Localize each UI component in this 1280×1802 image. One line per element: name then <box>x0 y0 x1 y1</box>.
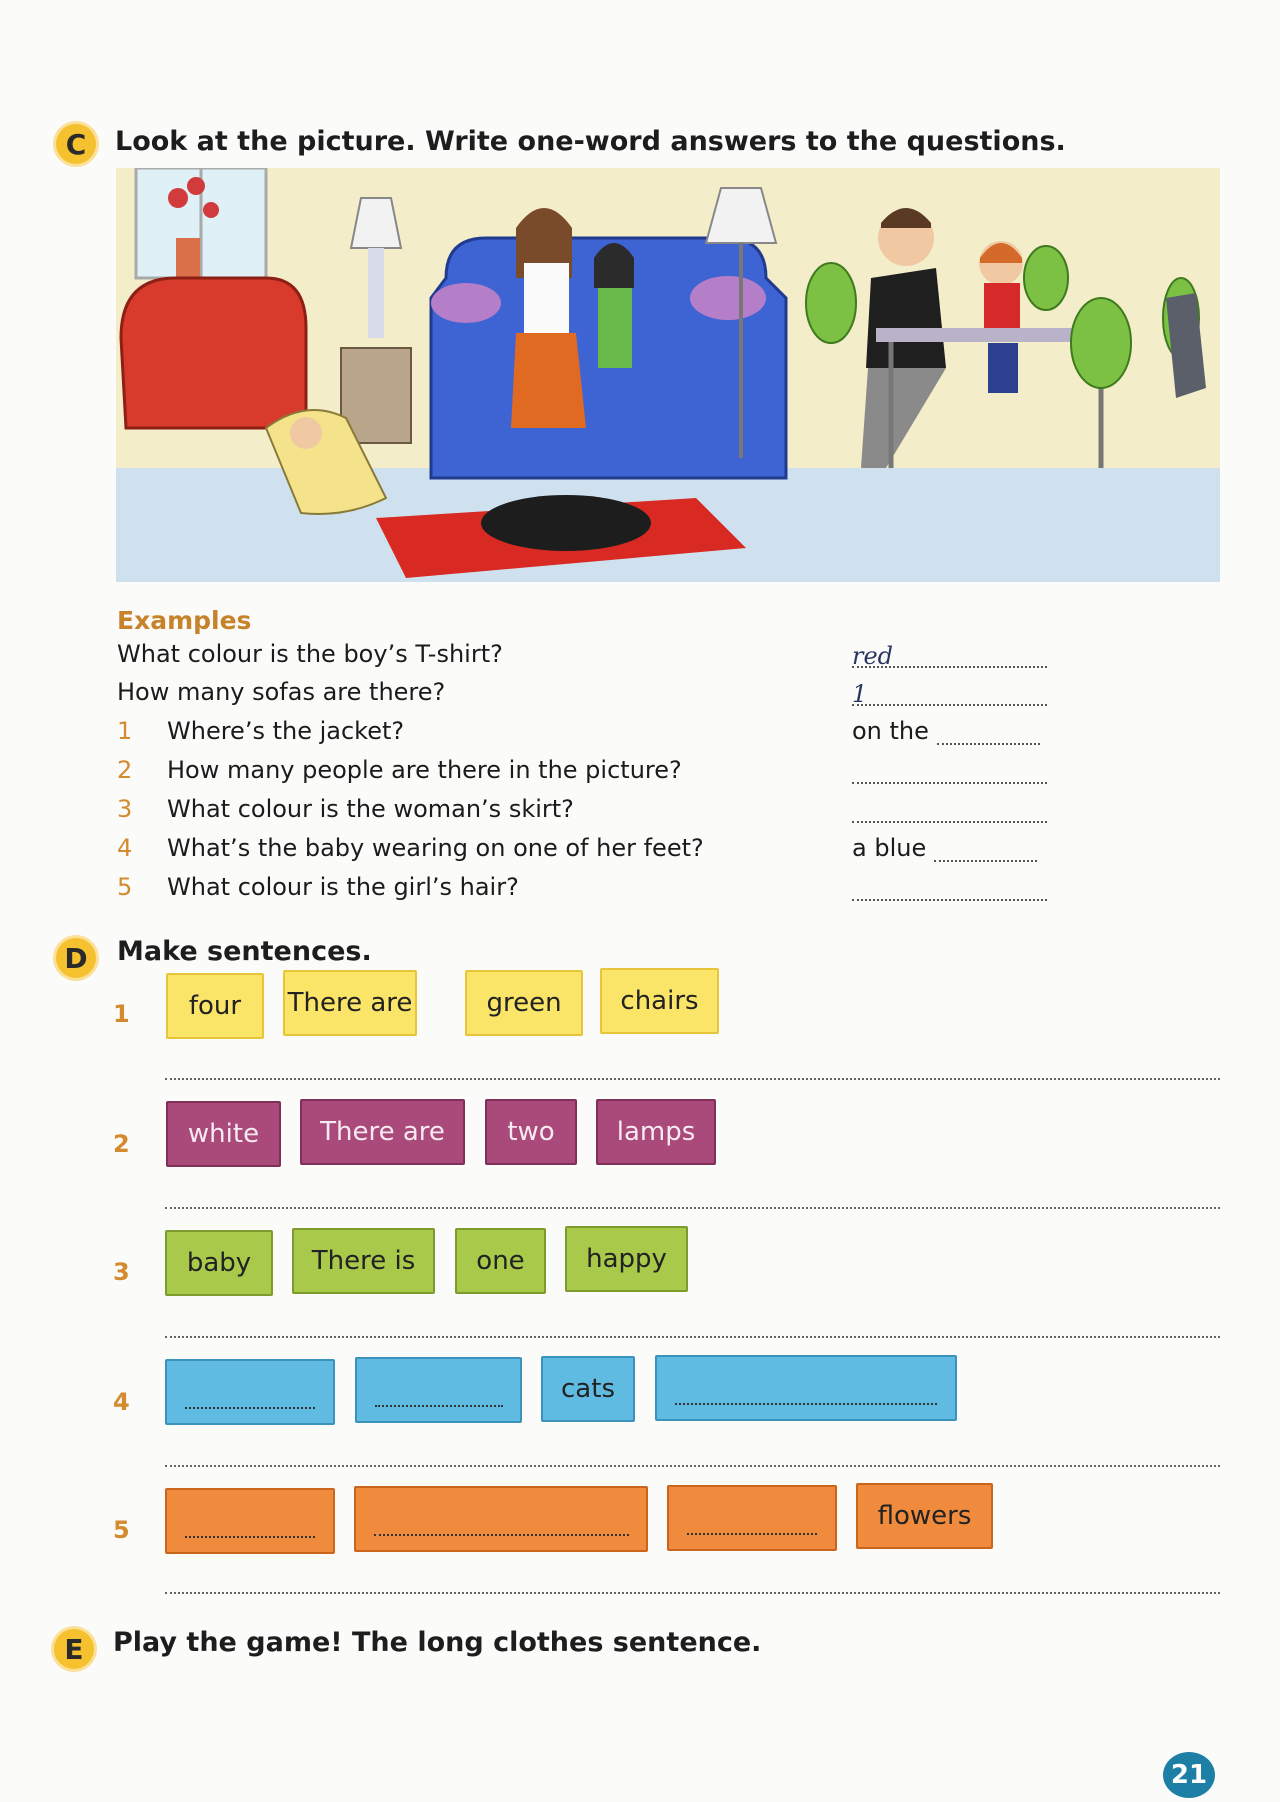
blank-line <box>675 1389 937 1405</box>
answer-line[interactable] <box>852 642 1047 668</box>
answer-line[interactable] <box>165 1078 1220 1080</box>
blank-line <box>374 1520 629 1536</box>
examples-heading: Examples <box>117 606 252 635</box>
word-card[interactable]: There are <box>283 970 417 1036</box>
word-card[interactable]: lamps <box>596 1099 716 1165</box>
word-card[interactable]: cats <box>541 1356 635 1422</box>
question-row <box>117 834 1047 870</box>
blank-line <box>185 1522 315 1538</box>
question-text: What colour is the woman’s skirt? <box>167 795 574 823</box>
answer-line[interactable] <box>852 680 1047 706</box>
blank-word-card[interactable] <box>655 1355 957 1421</box>
question-number: 4 <box>117 834 133 862</box>
answer-line[interactable] <box>852 797 1047 823</box>
baby <box>290 417 322 449</box>
answer-area <box>852 795 1047 823</box>
sentence-number: 3 <box>113 1258 130 1286</box>
answer-area <box>852 756 1047 784</box>
page-number: 21 <box>1163 1752 1215 1798</box>
answer-line[interactable] <box>937 719 1040 745</box>
question-text: What colour is the girl’s hair? <box>167 873 519 901</box>
word-card[interactable]: chairs <box>600 968 719 1034</box>
word-card[interactable]: one <box>455 1228 546 1294</box>
section-c-title: Look at the picture. Write one-word answers to the questions. <box>115 126 1066 157</box>
blank-line <box>185 1393 315 1409</box>
question-row <box>117 795 1047 831</box>
question-row <box>117 717 1047 753</box>
blank-word-card[interactable] <box>165 1359 335 1425</box>
sentence-number: 4 <box>113 1388 130 1416</box>
question-number: 5 <box>117 873 133 901</box>
answer-line[interactable] <box>852 758 1047 784</box>
word-card[interactable]: baby <box>165 1230 273 1296</box>
question-number: 1 <box>117 717 133 745</box>
blank-line <box>375 1391 503 1407</box>
answer-line[interactable] <box>852 875 1047 901</box>
answer-line[interactable] <box>165 1592 1220 1594</box>
section-d-badge: D <box>56 938 96 978</box>
answer-prefix: on the <box>852 717 929 745</box>
black-cat <box>481 495 651 551</box>
word-card[interactable]: four <box>166 973 264 1039</box>
answer-area <box>852 717 1047 745</box>
example-answer <box>852 640 1047 668</box>
question-number: 2 <box>117 756 133 784</box>
question-row <box>117 873 1047 909</box>
question-text: Where’s the jacket? <box>167 717 405 745</box>
answer-line[interactable] <box>165 1207 1220 1209</box>
word-card[interactable]: There are <box>300 1099 465 1165</box>
answer-area <box>852 834 1047 862</box>
example-question: What colour is the boy’s T-shirt? <box>117 640 503 668</box>
sentence-number: 1 <box>113 1000 130 1028</box>
example-answer <box>852 678 1047 706</box>
section-c-badge: C <box>56 124 96 164</box>
word-card[interactable]: happy <box>565 1226 688 1292</box>
handwritten-answer: red <box>852 642 894 670</box>
answer-line[interactable] <box>165 1336 1220 1338</box>
word-card[interactable]: green <box>465 970 583 1036</box>
answer-prefix: a blue <box>852 834 927 862</box>
example-row <box>117 678 1047 714</box>
section-e-title: Play the game! The long clothes sentence. <box>113 1627 762 1658</box>
word-card[interactable]: white <box>166 1101 281 1167</box>
sentence-number: 5 <box>113 1516 130 1544</box>
blank-word-card[interactable] <box>355 1357 522 1423</box>
section-d-title: Make sentences. <box>117 936 372 967</box>
table-lamp <box>351 198 401 248</box>
word-card[interactable]: two <box>485 1099 577 1165</box>
answer-area <box>852 873 1047 901</box>
flower-pot <box>176 238 200 278</box>
example-row <box>117 640 1047 676</box>
question-number: 3 <box>117 795 133 823</box>
handwritten-answer: 1 <box>852 680 868 708</box>
blank-line <box>687 1519 817 1535</box>
question-row <box>117 756 1047 792</box>
word-card[interactable]: flowers <box>856 1483 993 1549</box>
example-question: How many sofas are there? <box>117 678 446 706</box>
blank-word-card[interactable] <box>165 1488 335 1554</box>
answer-line[interactable] <box>934 836 1037 862</box>
answer-line[interactable] <box>165 1465 1220 1467</box>
question-text: How many people are there in the picture? <box>167 756 682 784</box>
red-armchair <box>121 278 306 428</box>
living-room-illustration <box>116 168 1220 582</box>
sentence-number: 2 <box>113 1130 130 1158</box>
word-card[interactable]: There is <box>292 1228 435 1294</box>
section-e-badge: E <box>54 1629 94 1669</box>
blank-word-card[interactable] <box>667 1485 837 1551</box>
blank-word-card[interactable] <box>354 1486 648 1552</box>
question-text: What’s the baby wearing on one of her feet? <box>167 834 704 862</box>
